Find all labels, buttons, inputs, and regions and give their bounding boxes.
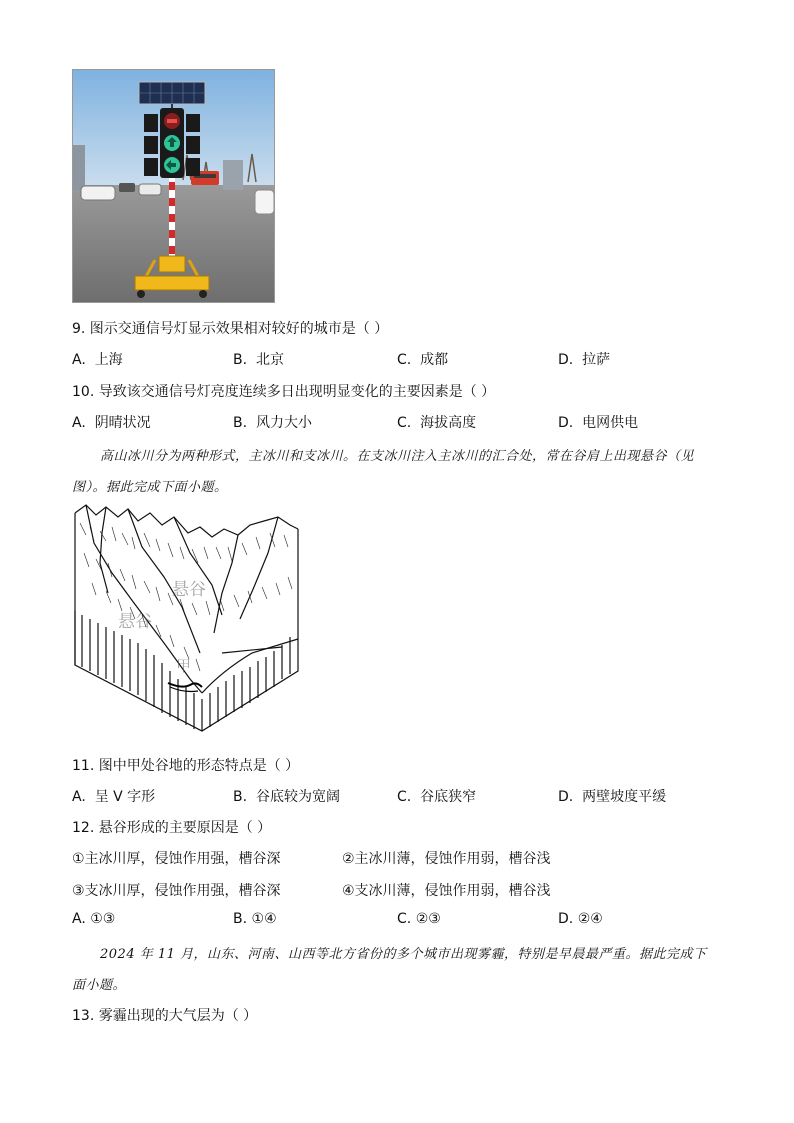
question-13-stem: 13. 雾霾出现的大气层为（ ）: [72, 1008, 258, 1024]
option-text: ②④: [577, 911, 603, 927]
q12-statement-4: ④支冰川薄，侵蚀作用弱，槽谷浅: [342, 883, 551, 899]
option-text: 电网供电: [582, 415, 639, 431]
question-11-stem: 11. 图中甲处谷地的形态特点是（ ）: [72, 758, 300, 774]
question-10-stem: 10. 导致该交通信号灯亮度连续多日出现明显变化的主要因素是（ ）: [72, 384, 496, 400]
option-text: 拉萨: [582, 352, 611, 368]
q9-option-c[interactable]: [397, 349, 448, 369]
option-key: A.: [72, 911, 86, 927]
option-text: ②③: [415, 911, 441, 927]
option-key: D.: [558, 911, 574, 927]
passage-glacier-line1: 高山冰川分为两种形式，主冰川和支冰川。在支冰川注入主冰川的汇合处，常在谷肩上出现悬谷（见: [100, 449, 695, 464]
option-key: B.: [233, 911, 248, 927]
option-key: D.: [558, 415, 574, 431]
option-text: 北京: [255, 352, 284, 368]
option-text: 呈 V 字形: [94, 789, 156, 805]
q12-statement-3: ③支冰川厚，侵蚀作用强，槽谷深: [72, 883, 281, 899]
option-key: C.: [397, 352, 412, 368]
option-key: D.: [558, 352, 574, 368]
option-key: C.: [397, 415, 412, 431]
passage-glacier-line2: 图）。据此完成下面小题。: [72, 480, 228, 495]
option-key: D.: [558, 789, 574, 805]
label-hanging-valley-2: 悬谷: [118, 612, 152, 632]
q12-statement-1: ①主冰川厚，侵蚀作用强，槽谷深: [72, 851, 281, 867]
option-key: B.: [233, 789, 248, 805]
traffic-light-photo: [72, 69, 275, 303]
question-9-stem: 9. 图示交通信号灯显示效果相对较好的城市是（ ）: [72, 321, 389, 337]
q12-option-b[interactable]: [233, 911, 277, 927]
option-text: 成都: [420, 352, 449, 368]
q9-option-d[interactable]: [558, 349, 610, 369]
option-text: 两壁坡度平缓: [582, 789, 667, 805]
label-jia: 甲: [176, 657, 192, 675]
passage-smog-line1: 2024 年 11 月，山东、河南、山西等北方省份的多个城市出现雾霾，特别是早晨最严重。据此完成下: [100, 947, 707, 962]
mountain-block-diagram-icon: [72, 503, 300, 739]
option-key: A.: [72, 415, 86, 431]
option-key: B.: [233, 352, 248, 368]
q12-option-a[interactable]: [72, 911, 115, 927]
q9-option-a[interactable]: [72, 349, 123, 369]
option-key: C.: [397, 911, 412, 927]
q11-option-a[interactable]: [72, 786, 155, 806]
option-text: 谷底较为宽阔: [255, 789, 340, 805]
q9-option-b[interactable]: [233, 349, 284, 369]
option-text: 海拔高度: [420, 415, 477, 431]
q11-option-c[interactable]: [397, 786, 476, 806]
option-text: 上海: [94, 352, 123, 368]
q10-option-c[interactable]: [397, 412, 476, 432]
q10-option-a[interactable]: [72, 412, 151, 432]
q12-option-c[interactable]: [397, 911, 441, 927]
traffic-light-photo-icon: [73, 70, 274, 302]
option-text: 风力大小: [255, 415, 312, 431]
option-key: A.: [72, 352, 86, 368]
passage-smog-line2: 面小题。: [72, 978, 127, 993]
option-key: C.: [397, 789, 412, 805]
option-text: ①③: [90, 911, 116, 927]
question-12-stem: 12. 悬谷形成的主要原因是（ ）: [72, 820, 272, 836]
option-key: A.: [72, 789, 86, 805]
option-text: 谷底狭窄: [420, 789, 477, 805]
q10-option-b[interactable]: [233, 412, 312, 432]
option-text: 阴晴状况: [94, 415, 151, 431]
option-text: ①④: [251, 911, 277, 927]
q11-option-b[interactable]: [233, 786, 340, 806]
label-hanging-valley-1: 悬谷: [172, 580, 206, 600]
q10-option-d[interactable]: [558, 412, 638, 432]
glacier-valley-diagram: [72, 503, 300, 739]
q12-option-d[interactable]: [558, 911, 603, 927]
q11-option-d[interactable]: [558, 786, 666, 806]
q12-statement-2: ②主冰川薄，侵蚀作用弱，槽谷浅: [342, 851, 551, 867]
option-key: B.: [233, 415, 248, 431]
